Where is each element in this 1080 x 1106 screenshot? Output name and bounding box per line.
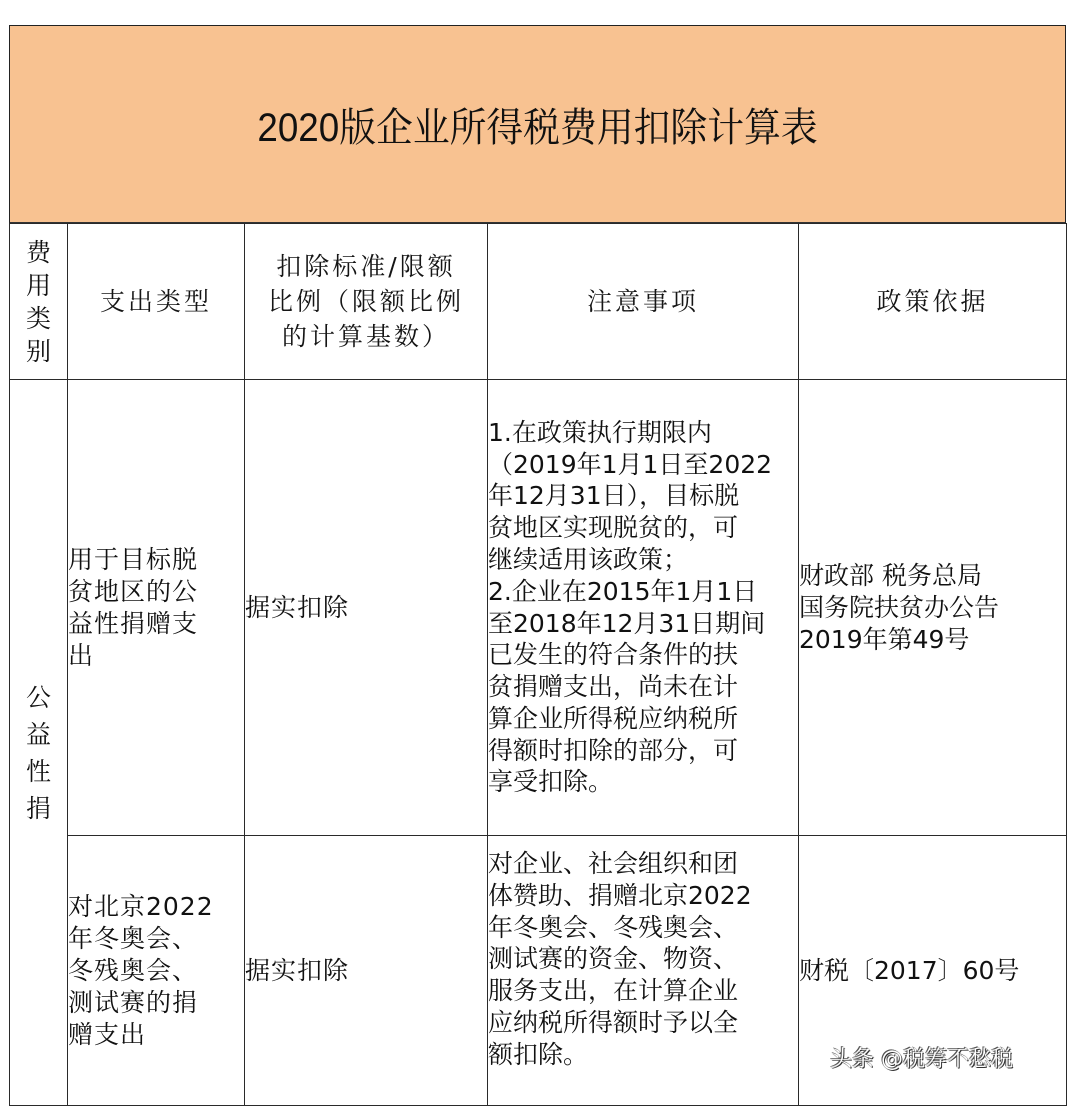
category-cell: 公 益 性 捐: [10, 380, 68, 1106]
deduction-standard-cell: 据实扣除: [245, 836, 488, 1106]
expense-type-cell: 对北京2022 年冬奥会、 冬残奥会、 测试赛的捐 赠支出: [68, 836, 245, 1106]
header-notes: 注意事项: [488, 224, 799, 380]
header-category: 费 用 类 别: [10, 224, 68, 380]
notes-cell: 对企业、社会组织和团 体赞助、捐赠北京2022 年冬奥会、冬残奥会、 测试赛的资金、物资、 服务支出，在计算企业 应纳税所得额时予以全 额扣除。: [488, 836, 799, 1106]
title-band: [9, 25, 1066, 224]
sheet-title: 2020版企业所得税费用扣除计算表: [257, 105, 818, 150]
deduction-standard-cell: 据实扣除: [245, 380, 488, 836]
policy-basis-cell: 财政部 税务总局 国务院扶贫办公告 2019年第49号: [799, 380, 1067, 836]
header-policy-basis: 政策依据: [799, 224, 1067, 380]
deduction-table: [9, 223, 1067, 1106]
header-deduction-standard: 扣除标准/限额 比例（限额比例 的计算基数）: [245, 224, 488, 380]
policy-basis-cell: 财税〔2017〕60号: [799, 836, 1067, 1106]
watermark: 头条 @税筹不愁税: [830, 1047, 1013, 1072]
header-row: [10, 224, 1067, 380]
expense-type-cell: 用于目标脱 贫地区的公 益性捐赠支 出: [68, 380, 245, 836]
table-row: [10, 380, 1067, 836]
header-expense-type: 支出类型: [68, 224, 245, 380]
notes-cell: 1.在政策执行期限内 （2019年1月1日至2022 年12月31日），目标脱 贫地区实现脱贫的，可 继续适用该政策； 2.企业在2015年1月1日 至2018年12月31日期间 已发生的符合条件的扶 贫捐赠支出，尚未在计 算企业所得税应纳税所 得额时扣除的部分，可 享受扣除。: [488, 380, 799, 836]
